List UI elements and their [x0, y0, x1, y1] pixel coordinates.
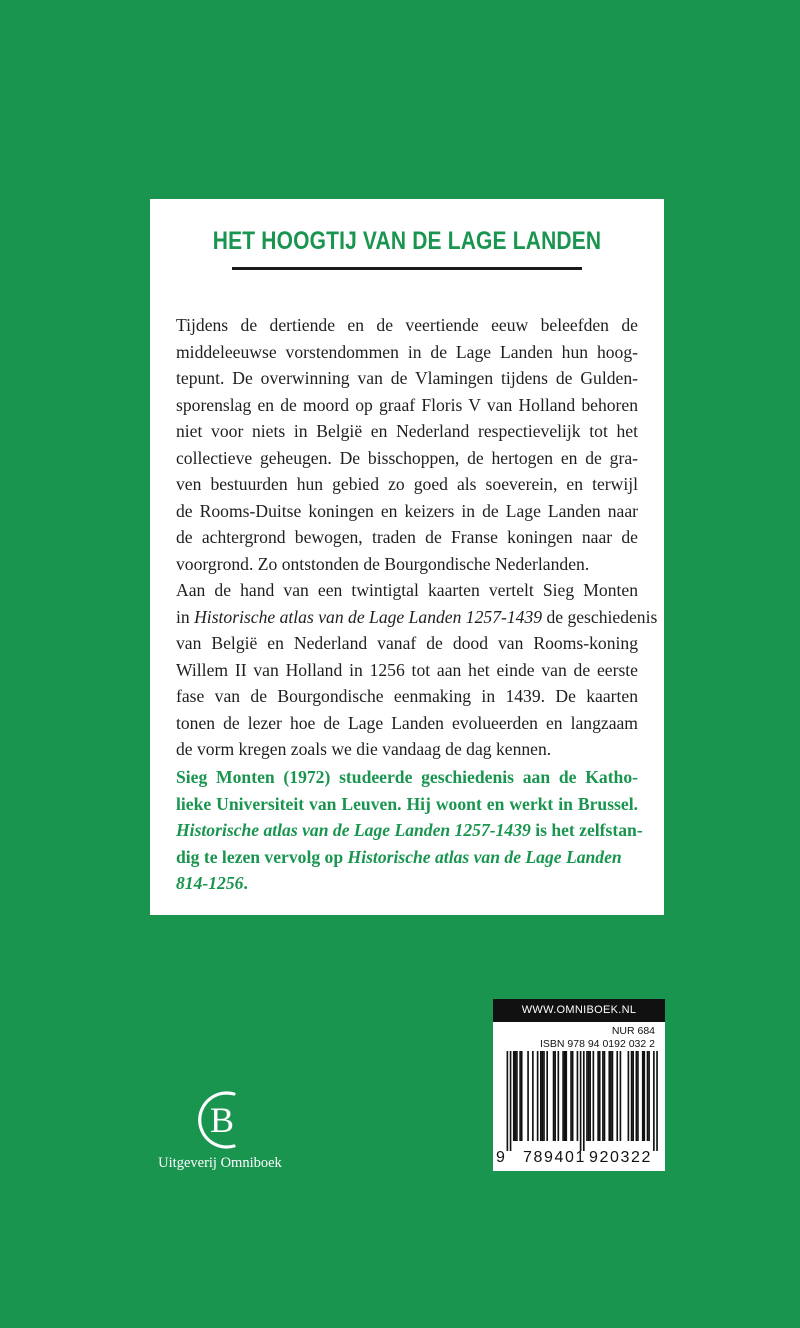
- barcode-bar: [610, 1051, 612, 1141]
- text-line: Sieg Monten (1972) studeerde geschiedenis aan de Katho-: [176, 767, 638, 787]
- barcode-bar: [648, 1051, 650, 1141]
- barcode-bar: [597, 1051, 599, 1141]
- barcode-bar: [543, 1051, 545, 1141]
- back-cover-panel: [150, 199, 664, 915]
- barcode-bars: [497, 1051, 661, 1151]
- barcode-bar: [643, 1051, 645, 1141]
- barcode-bar: [542, 1051, 544, 1141]
- text-line: dig te lezen vervolg op Historische atlas van de Lage Landen: [176, 846, 622, 867]
- barcode-bar: [589, 1051, 591, 1141]
- text-line: de achtergrond bewogen, traden de Franse koningen naar de: [176, 527, 638, 547]
- barcode-block: [493, 999, 665, 1171]
- barcode-bar: [527, 1051, 529, 1141]
- barcode-bar: [564, 1051, 566, 1141]
- text-line: middeleeuwse vorstendommen in de Lage Landen hun hoog-: [176, 341, 638, 362]
- barcode-digit-group: 920322: [589, 1149, 652, 1166]
- barcode-bar: [537, 1051, 539, 1141]
- barcode-bar: [507, 1051, 509, 1151]
- text-line: Aan de hand van een twintigtal kaarten vertelt Sieg Monten: [176, 580, 638, 600]
- barcode-bar: [637, 1051, 639, 1141]
- barcode-bar: [656, 1051, 658, 1151]
- barcode-bar: [602, 1051, 604, 1141]
- barcode-bar: [593, 1051, 595, 1141]
- barcode-bar: [632, 1051, 634, 1141]
- text-line: Willem II van Holland in 1256 tot aan het einde van de eerste: [176, 659, 638, 680]
- barcode-bar: [577, 1051, 579, 1141]
- barcode-bar: [516, 1051, 518, 1141]
- text-line: van België en Nederland vanaf de dood van Rooms-koning: [176, 633, 638, 653]
- barcode-bar: [642, 1051, 644, 1141]
- barcode-bar: [628, 1051, 630, 1141]
- omniboek-logo-icon: [182, 1080, 262, 1160]
- barcode-bar: [553, 1051, 555, 1141]
- text-line: collectieve geheugen. De bisschoppen, de hertogen en de gra-: [176, 447, 638, 468]
- title-divider: [232, 267, 582, 270]
- barcode-bar: [636, 1051, 638, 1141]
- barcode-bar: [631, 1051, 633, 1141]
- isbn-number: ISBN 978 94 0192 032 2: [539, 1038, 655, 1050]
- barcode-bar: [519, 1051, 521, 1141]
- blurb-paragraph: [176, 312, 658, 763]
- barcode-bar: [620, 1051, 622, 1141]
- text-line: sporenslag en de moord op graaf Floris V van Holland behoren: [176, 394, 638, 415]
- text-line: voorgrond. Zo ontstonden de Bourgondische Nederlanden.: [176, 553, 590, 574]
- barcode-bar: [608, 1051, 610, 1141]
- barcode-bar: [616, 1051, 618, 1141]
- barcode-bar: [540, 1051, 542, 1141]
- author-bio: [176, 764, 643, 897]
- publisher-name: Uitgeverij Omniboek: [158, 1155, 282, 1171]
- barcode-bar: [565, 1051, 567, 1141]
- text-line: tepunt. De overwinning van de Vlamingen tijdens de Gulden-: [176, 368, 638, 388]
- barcode-bar: [572, 1051, 574, 1141]
- barcode-bar: [532, 1051, 534, 1141]
- text-line: Historische atlas van de Lage Landen 1257-1439 is het zelfstan-: [176, 820, 643, 840]
- text-line: Tijdens de dertiende en de veertiende eeuw beleefden de: [176, 315, 638, 335]
- barcode-bar: [583, 1051, 585, 1151]
- barcode-bar: [588, 1051, 590, 1141]
- barcode-bar: [604, 1051, 606, 1141]
- barcode-bar: [515, 1051, 517, 1141]
- text-line: ven bestuurden hun gebied zo goed als soeverein, en terwijl: [176, 474, 638, 494]
- barcode-bar: [562, 1051, 564, 1141]
- barcode-bar: [653, 1051, 655, 1151]
- barcode-digit-group: 789401: [523, 1149, 586, 1166]
- barcode-digit-group: 9: [496, 1149, 505, 1166]
- text-line: lieke Universiteit van Leuven. Hij woont en werkt in Brussel.: [176, 793, 638, 814]
- website-label[interactable]: WWW.OMNIBOEK.NL: [493, 999, 665, 1022]
- barcode-bar: [554, 1051, 556, 1141]
- barcode-bar: [599, 1051, 601, 1141]
- text-line: in Historische atlas van de Lage Landen 1257-1439 de geschiedenis: [176, 606, 658, 627]
- text-line: fase van de Bourgondische eenmaking in 1439. De kaarten: [176, 686, 638, 706]
- text-line: tonen de lezer hoe de Lage Landen evolueerden en langzaam: [176, 712, 638, 733]
- nur-code: NUR 684: [611, 1025, 655, 1037]
- barcode-bar: [546, 1051, 548, 1141]
- barcode-bar: [647, 1051, 649, 1141]
- text-line: niet voor niets in België en Nederland respectievelijk tot het: [176, 421, 638, 441]
- cover-title: HET HOOGTIJ VAN DE LAGE LANDEN: [212, 227, 602, 255]
- barcode-bar: [580, 1051, 582, 1151]
- barcode-bar: [521, 1051, 523, 1141]
- text-line: de vorm kregen zoals we die vandaag de dag kennen.: [176, 739, 552, 759]
- barcode-bar: [586, 1051, 588, 1141]
- barcode-bar: [612, 1051, 614, 1141]
- svg-text:B: B: [209, 1100, 235, 1140]
- barcode-bar: [513, 1051, 515, 1141]
- text-line: 814-1256.: [176, 873, 248, 893]
- barcode-bar: [558, 1051, 560, 1141]
- barcode-bar: [510, 1051, 512, 1151]
- text-line: de Rooms-Duitse koningen en keizers in de Lage Landen naar: [176, 500, 638, 521]
- barcode-bar: [570, 1051, 572, 1141]
